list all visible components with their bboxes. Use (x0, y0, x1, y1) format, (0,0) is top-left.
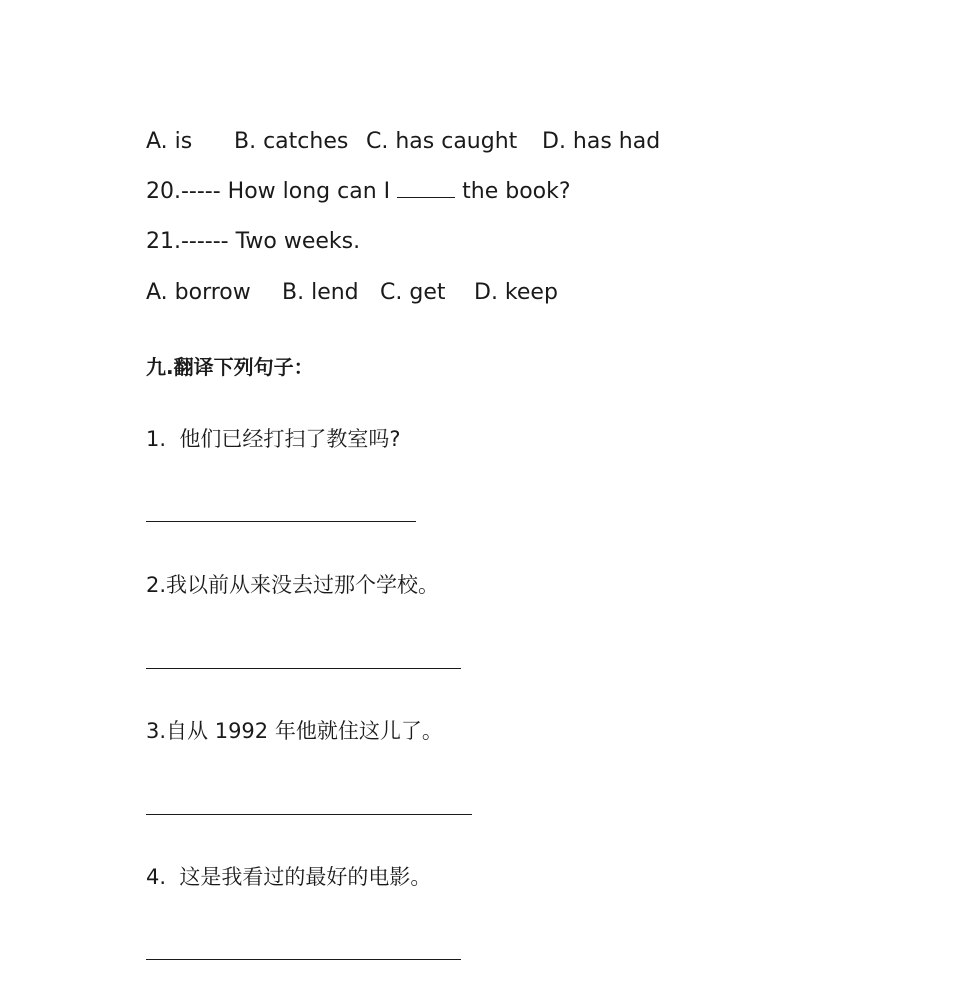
q21-option-d: D. keep (474, 280, 558, 305)
sentence-1: 1. 他们已经打扫了教室吗? (146, 427, 401, 451)
question-20-blank (397, 179, 455, 198)
q21-option-a: A. borrow (146, 280, 251, 305)
answer-line-2 (146, 668, 461, 669)
section-title: 九.翻译下列句子： (146, 355, 314, 379)
sentence-3: 3.自从 1992 年他就住这儿了。 (146, 719, 443, 743)
q19-option-d: D. has had (542, 129, 661, 154)
q21-option-b: B. lend (282, 280, 359, 305)
answer-line-1 (146, 521, 416, 522)
q19-option-a: A. is (146, 129, 193, 154)
answer-line-3 (146, 814, 472, 815)
q19-option-b: B. catches (234, 129, 349, 154)
question-20-prefix: 20.----- How long can I (146, 179, 398, 204)
question-20 (146, 177, 571, 207)
answer-line-4 (146, 959, 461, 960)
sentence-4: 4. 这是我看过的最好的电影。 (146, 865, 432, 889)
question-20-suffix: the book? (455, 179, 571, 204)
q19-option-c: C. has caught (366, 129, 518, 154)
question-21: 21.------ Two weeks. (146, 229, 361, 254)
q21-option-c: C. get (380, 280, 446, 305)
sentence-2: 2.我以前从来没去过那个学校。 (146, 573, 440, 597)
